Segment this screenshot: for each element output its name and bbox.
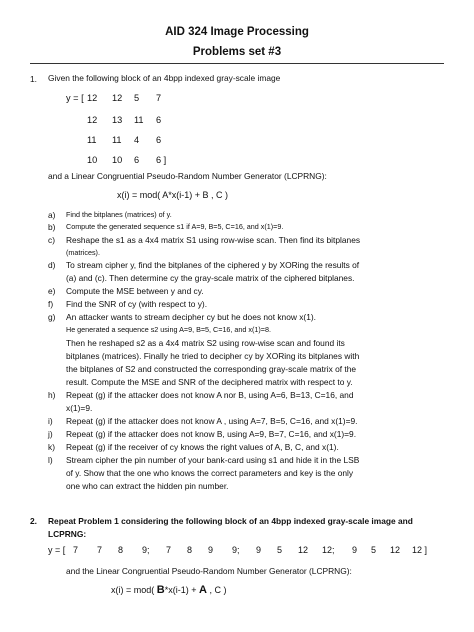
matrix-cell: 13: [112, 115, 123, 125]
vector-value: 12 ]: [412, 545, 428, 555]
lcprng-text: and a Linear Congruential Pseudo-Random Number Generator (LCPRNG):: [48, 171, 327, 181]
item-text: He generated a sequence s2 using A=9, B=5, C=16, and x(1)=8.: [66, 325, 271, 334]
item-label: b): [48, 222, 56, 232]
matrix-cell: 7: [156, 93, 162, 103]
title-rule: [30, 63, 444, 64]
item-text: Find the bitplanes (matrices) of y.: [66, 210, 172, 219]
item-text: Find the SNR of cy (with respect to y).: [66, 299, 208, 309]
matrix-cell: 11: [134, 115, 144, 125]
formula-part: A: [199, 584, 207, 596]
matrix-cell: 4: [134, 135, 140, 145]
item-text: Then he reshaped s2 as a 4x4 matrix S2 using row-wise scan and found its: [66, 338, 345, 348]
vector-value: 9: [352, 545, 358, 555]
item-label: l): [48, 455, 53, 465]
item-text: To stream cipher y, find the bitplanes of the ciphered y by XORing the results of: [66, 260, 360, 270]
problem-2-intro: LCPRNG:: [48, 529, 87, 539]
matrix-cell: 10: [112, 155, 123, 165]
item-text: bitplanes (matrices). Finally he tried to decipher cy by XORing its bitplanes with: [66, 351, 360, 361]
item-label: e): [48, 286, 56, 296]
item-label: i): [48, 416, 53, 426]
item-label: k): [48, 442, 55, 452]
item-text: one who can extract the hidden pin number.: [66, 481, 229, 491]
item-text: (matrices).: [66, 248, 100, 257]
lcprng-text-2: and the Linear Congruential Pseudo-Random Number Generator (LCPRNG):: [66, 566, 352, 576]
matrix-cell: 11: [112, 135, 122, 145]
vector-value: 12: [298, 545, 309, 555]
matrix-cell: 12: [87, 115, 98, 125]
vector-value: 8: [187, 545, 193, 555]
item-text: (a) and (c). Then determine cy the gray-scale matrix of the ciphered bitplanes.: [66, 273, 355, 283]
item-text: result. Compute the MSE and SNR of the deciphered matrix with respect to y.: [66, 377, 353, 387]
formula-part: B: [156, 584, 165, 596]
problem-2-intro: Repeat Problem 1 considering the following block of an 4bpp indexed gray-scale image and: [48, 516, 413, 526]
item-text: Repeat (g) if the attacker does not know B, using A=9, B=7, C=16, and x(1)=9.: [66, 429, 357, 439]
matrix-cell: 5: [134, 93, 140, 103]
vector-value: 9;: [232, 545, 240, 555]
matrix-cell: 10: [87, 155, 98, 165]
matrix-cell: 12: [87, 93, 98, 103]
problem-1-number: 1.: [30, 74, 37, 84]
matrix-row: [87, 115, 178, 125]
vector-value: 9;: [142, 545, 150, 555]
item-text: Repeat (g) if the attacker does not know A nor B, using A=6, B=13, C=16, and: [66, 390, 354, 400]
vector-y-label: y = [: [48, 545, 66, 555]
course-title: AID 324 Image Processing: [165, 26, 309, 38]
item-text: Reshape the s1 as a 4x4 matrix S1 using row-wise scan. Then find its bitplanes: [66, 235, 361, 245]
matrix-cell: 6: [156, 135, 162, 145]
problem-1-intro: Given the following block of an 4bpp indexed gray-scale image: [48, 73, 281, 83]
item-label: g): [48, 312, 56, 322]
item-text: of y. Show that the one who knows the correct parameters and key is the only: [66, 468, 354, 478]
item-text: Compute the MSE between y and cy.: [66, 286, 204, 296]
formula-part: , C ): [209, 585, 227, 595]
item-text: Compute the generated sequence s1 if A=9, B=5, C=16, and x(1)=9.: [66, 222, 284, 231]
vector-value: 5: [277, 545, 283, 555]
lcprng-formula: x(i) = mod( A*x(i-1) + B , C ): [117, 190, 229, 200]
item-text: Repeat (g) if the attacker does not know A , using A=7, B=5, C=16, and x(1)=9.: [66, 416, 358, 426]
item-label: f): [48, 299, 54, 309]
vector-value: 7: [97, 545, 103, 555]
matrix-row: [87, 135, 178, 145]
item-label: d): [48, 260, 56, 270]
matrix-cell: 12: [112, 93, 123, 103]
vector-value: 7: [166, 545, 172, 555]
item-text: Repeat (g) if the receiver of cy knows the right values of A, B, C, and x(1).: [66, 442, 339, 452]
matrix-row: [87, 93, 178, 103]
matrix-cell: 6 ]: [156, 155, 167, 165]
item-text: x(1)=9.: [66, 403, 93, 413]
matrix-y-label: y = [: [66, 93, 84, 103]
formula-part: *x(i-1) +: [164, 585, 197, 595]
vector-value: 8: [118, 545, 124, 555]
item-label: h): [48, 390, 56, 400]
item-text: Stream cipher the pin number of your bank-card using s1 and hide it in the LSB: [66, 455, 360, 465]
item-label: a): [48, 210, 56, 220]
item-text: An attacker wants to stream decipher cy but he does not know x(1).: [66, 312, 316, 322]
item-label: c): [48, 235, 55, 245]
vector-value: 7: [73, 545, 79, 555]
matrix-cell: 6: [134, 155, 140, 165]
problem-set-title: Problems set #3: [192, 46, 282, 58]
vector-value: 9: [208, 545, 214, 555]
vector-value: 12: [390, 545, 401, 555]
lcprng-formula-2: [111, 584, 226, 596]
vector-value: 5: [371, 545, 377, 555]
problem-2-number: 2.: [30, 516, 37, 526]
vector-value: 12;: [322, 545, 335, 555]
item-text: the bitplanes of S2 and constructed the corresponding gray-scale matrix of the: [66, 364, 357, 374]
matrix-cell: 6: [156, 115, 162, 125]
vector-value: 9: [256, 545, 262, 555]
formula-part: x(i) = mod(: [111, 585, 155, 595]
matrix-row: [87, 155, 178, 165]
item-label: j): [48, 429, 53, 439]
matrix-cell: 11: [87, 135, 97, 145]
